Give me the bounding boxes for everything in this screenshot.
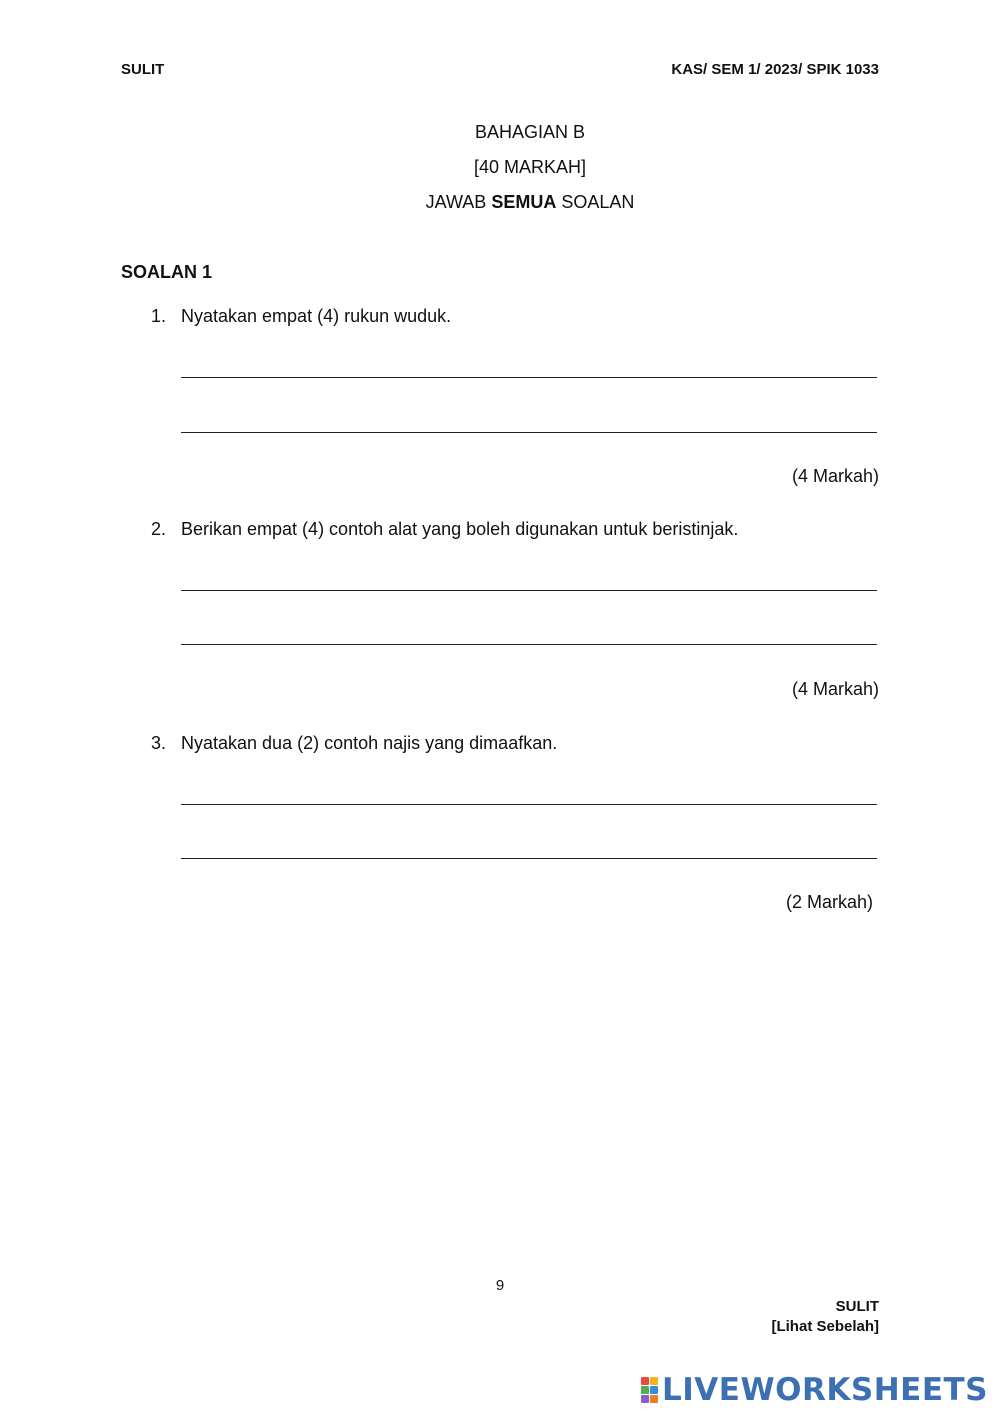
footer-lihat-sebelah: [Lihat Sebelah] xyxy=(771,1318,879,1335)
question-3 xyxy=(151,733,557,754)
liveworksheets-logo xyxy=(641,1372,988,1408)
question-3-marks: (2 Markah) xyxy=(785,892,873,912)
soalan-heading: SOALAN 1 xyxy=(121,262,213,282)
liveworksheets-logo-icon xyxy=(641,1377,658,1403)
answer-line-3b[interactable] xyxy=(181,858,877,859)
liveworksheets-logo-text: LIVEWORKSHEETS xyxy=(662,1372,988,1408)
question-1-marks: (4 Markah) xyxy=(791,466,879,486)
question-number: 3. xyxy=(151,733,167,753)
question-number: 1. xyxy=(151,306,167,326)
answer-line-2a[interactable] xyxy=(181,590,877,591)
question-1 xyxy=(151,306,451,327)
question-text: Nyatakan empat (4) rukun wuduk. xyxy=(181,306,452,326)
question-text: Nyatakan dua (2) contoh najis yang dimaafkan. xyxy=(181,733,558,753)
section-marks: [40 MARKAH] xyxy=(473,157,587,177)
header-left: SULIT xyxy=(121,61,165,78)
question-2 xyxy=(151,519,738,540)
question-text: Berikan empat (4) contoh alat yang boleh digunakan untuk beristinjak. xyxy=(181,519,739,539)
answer-line-3a[interactable] xyxy=(181,804,877,805)
question-2-marks: (4 Markah) xyxy=(791,679,879,699)
footer-sulit: SULIT xyxy=(835,1298,879,1315)
answer-line-1a[interactable] xyxy=(181,377,877,378)
answer-line-2b[interactable] xyxy=(181,644,877,645)
section-title: BAHAGIAN B xyxy=(474,122,586,142)
page-number: 9 xyxy=(495,1277,505,1294)
question-number: 2. xyxy=(151,519,167,539)
answer-line-1b[interactable] xyxy=(181,432,877,433)
section-instruction: JAWAB SEMUA SOALAN xyxy=(425,192,635,212)
header-right: KAS/ SEM 1/ 2023/ SPIK 1033 xyxy=(671,61,879,78)
